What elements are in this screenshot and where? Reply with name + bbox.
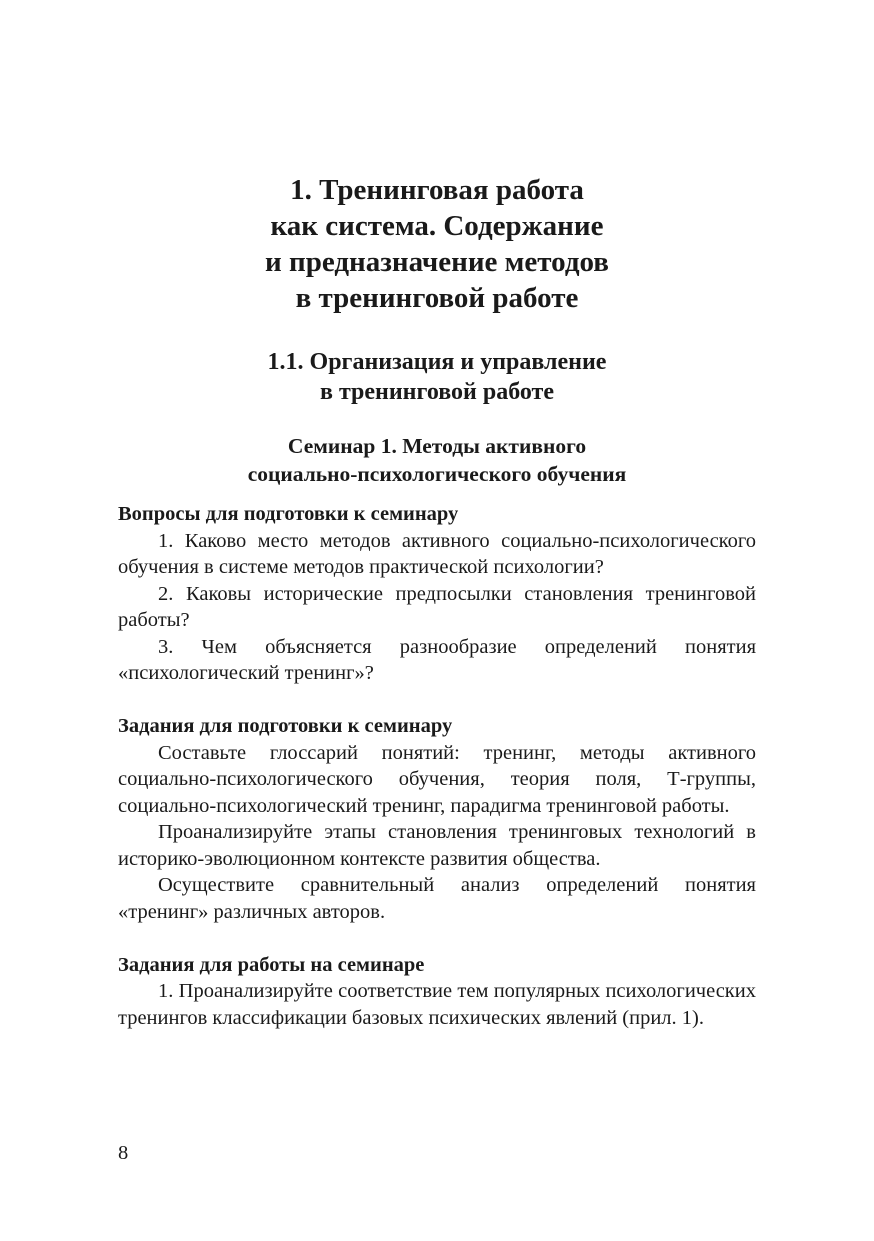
question-item: 1. Каково место методов активного социально-психологического обучения в системе методов практической психологии?: [118, 529, 756, 578]
seminar-task-paragraph: 1. Проанализируйте соответствие тем популярных психологических тренингов классификации базовых психических явлений (прил. 1).: [118, 980, 756, 1029]
page-content: [118, 501, 756, 1031]
chapter-title-line: 1. Тренинговая работа: [290, 174, 584, 206]
preparation-task-paragraph: Проанализируйте этапы становления тренинговых технологий в историко-эволюционном контексте развития общества.: [118, 821, 756, 870]
section-spacer: [118, 687, 756, 714]
section-title: [118, 347, 756, 407]
preparation-task-paragraph: Составьте глоссарий понятий: тренинг, методы активного социально-психологического обучения, теория поля, Т-группы, социально-психологический тренинг, парадигма тренинговой работы.: [118, 741, 756, 817]
seminar-title-line: социально-психологического обучения: [247, 462, 627, 486]
question-item: 3. Чем объясняется разнообразие определений понятия «психологический тренинг»?: [118, 635, 756, 684]
chapter-title-line: и предназначение методов: [265, 246, 609, 278]
seminar-title: [118, 432, 756, 488]
preparation-task-paragraph: Осуществите сравнительный анализ определений понятия «тренинг» различных авторов.: [118, 874, 756, 923]
questions-heading: Вопросы для подготовки к семинару: [118, 503, 459, 525]
chapter-title: [118, 172, 756, 316]
section-title-line: в тренинговой работе: [319, 379, 554, 405]
section-spacer: [118, 925, 756, 952]
section-title-line: 1.1. Организация и управление: [267, 349, 607, 375]
seminar-title-line: Семинар 1. Методы активного: [287, 434, 587, 458]
seminar-tasks-heading: Задания для работы на семинаре: [118, 953, 425, 976]
chapter-title-line: как система. Содержание: [270, 210, 604, 242]
page-number: 8: [118, 1142, 129, 1164]
preparation-tasks-heading: Задания для подготовки к семинару: [118, 715, 453, 737]
chapter-title-line: в тренинговой работе: [295, 282, 579, 314]
question-item: 2. Каковы исторические предпосылки становления тренинговой работы?: [118, 582, 756, 631]
